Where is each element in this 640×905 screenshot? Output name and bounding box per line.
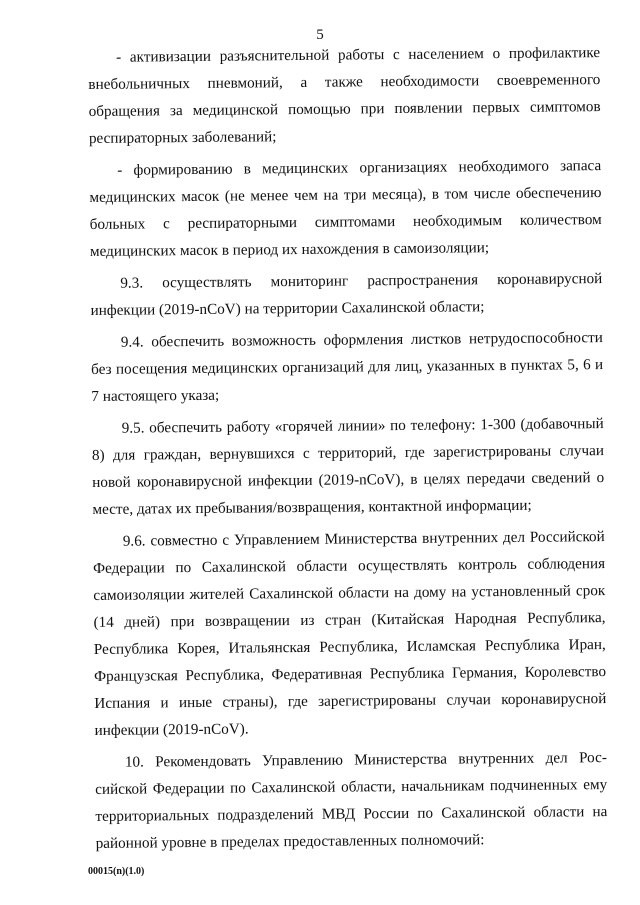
paragraph-9-4-sick-leave: 9.4. обеспечить возможность оформления листков нетрудоспособности без посещения медицинских организаций для лиц, указанных в пунктах 5, 6 и 7 настоящего указа; [91, 329, 604, 405]
paragraph-awareness-work: - активизации разъяснительной работы с населением о профилактике внебольничных пневмоний, а также необходимости своевременного обращения за медицинской помощью при появлении первых симптомов респираторных заболеваний; [88, 44, 601, 147]
paragraph-9-5-hotline: 9.5. обеспечить работу «горячей линии» по телефону: 1-300 (добавочный 8) для граждан, вернувшихся с территорий, где зарегистрированы случаи новой коронавирусной инфекции (2019-nCoV), в целях передачи сведений о месте, датах их пребывания/возвращения, контактной информации; [91, 415, 605, 518]
paragraph-9-6-self-isolation-control: 9.6. совместно с Управлением Министерства внутренних дел Российской Федерации по Сахалинской области осуществлять контроль соблюдения самоизоляции жителей Сахалинской области на дому на установленный срок (14 дней) при возвращении из стран (Китайская Народная Республика, Республика Корея, Итальянская Республика, Исламская Республика Иран, Французская Республика, Федеративная Республика Германия, Королевство Испания и иные страны), где зарегистрированы случаи коронавирусной инфекции (2019-nCoV). [92, 528, 607, 739]
paragraph-9-3-monitoring: 9.3. осуществлять мониторинг распространения коронавирусной инфекции (2019-nCoV) на территории Сахалинской области; [90, 270, 603, 319]
footer-document-code: 00015(n)(1.0) [88, 866, 145, 877]
paragraph-mask-supply: - формированию в медицинских организациях необходимого запаса медицинских масок (не менее чем на три месяца), в том числе обеспечению больных с респираторными симптомами необходимым количеством медицинских масок в период их нахождения в самоизоляции; [89, 157, 602, 260]
page-number: 5 [316, 27, 324, 43]
document-body [88, 39, 608, 862]
paragraph-10-recommendation: 10. Рекомендовать Управлению Министерства внутренних дел Российской Федерации по Сахалинской области, начальникам подчиненных ему территориальных подразделений МВД России по Сахалинской области на районной уровне в пределах предоставленных полномочий: [95, 749, 608, 852]
